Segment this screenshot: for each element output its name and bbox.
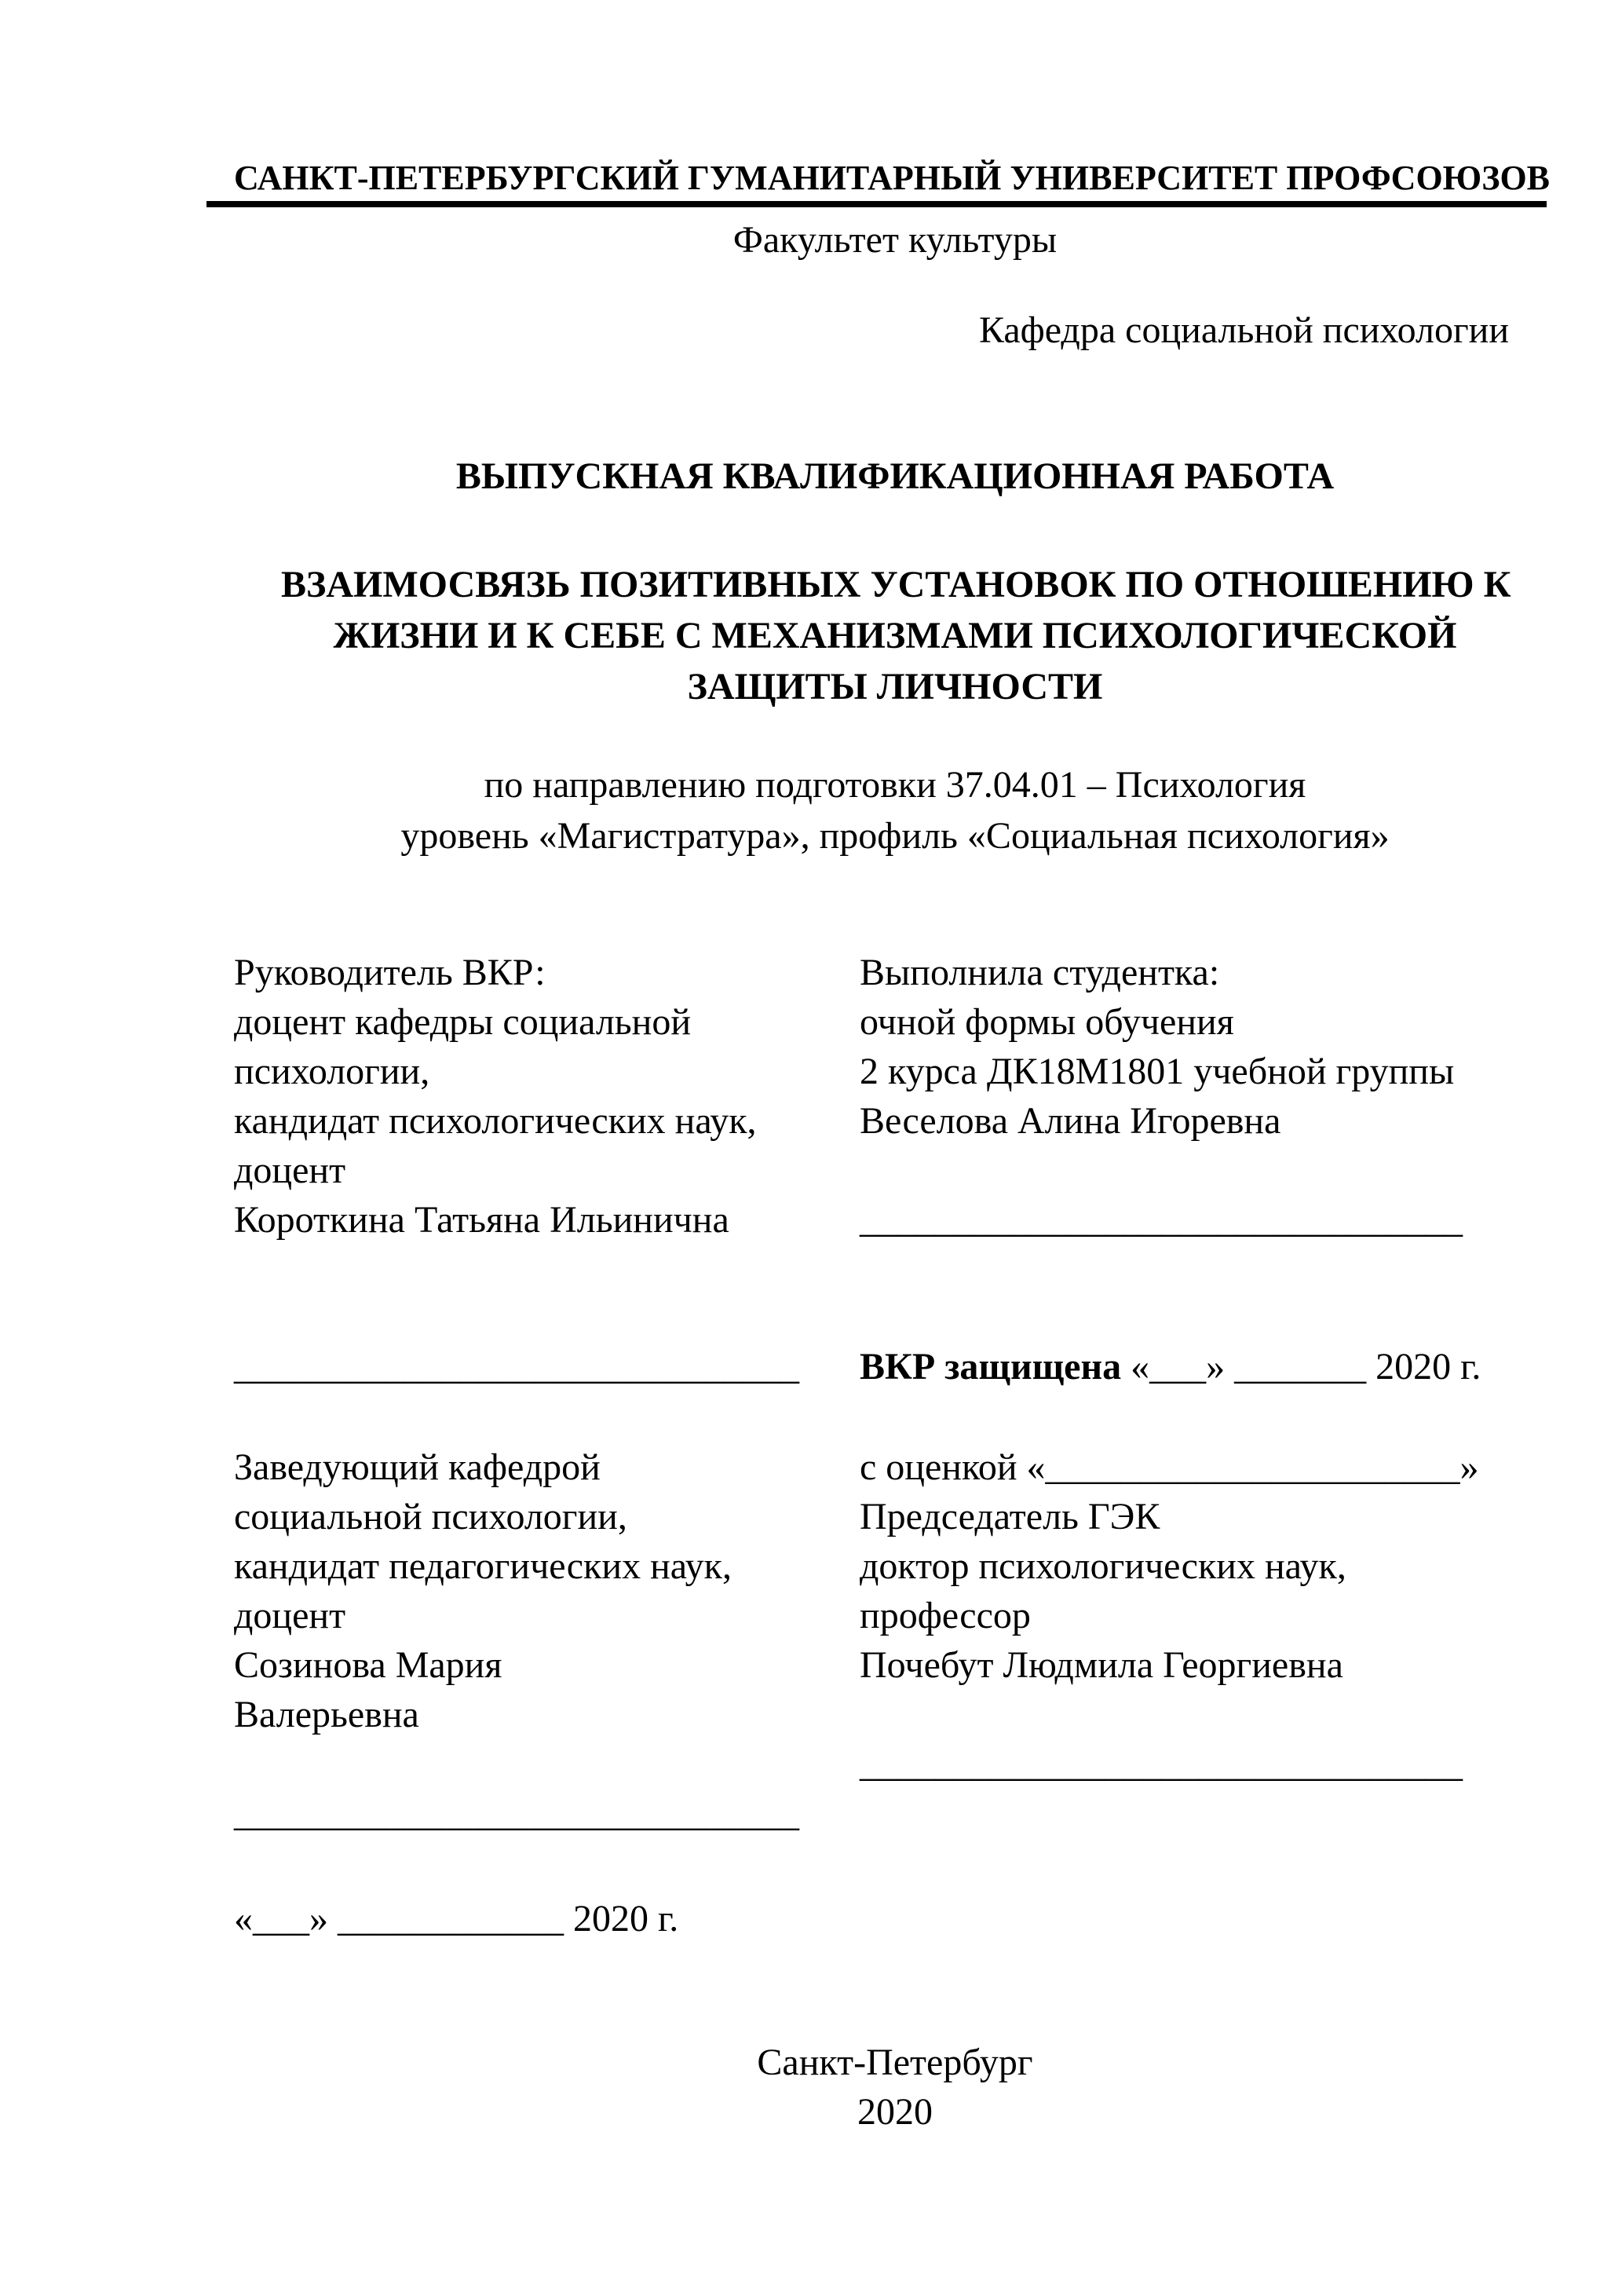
two-col-row [234, 997, 1509, 1047]
two-col-row [234, 1195, 1509, 1245]
program-info [234, 759, 1509, 861]
chair-signature-line: ________________________________ [860, 1743, 1463, 1785]
supervisor-position: доцент кафедры социальной [234, 1001, 692, 1043]
dept-head-department: социальной психологии, [234, 1496, 627, 1537]
chair-rank: профессор [860, 1595, 1031, 1636]
empty-cell [860, 1690, 1509, 1739]
page-footer [234, 2038, 1509, 2137]
signature-block-bottom [234, 1442, 1509, 1838]
two-col-row [234, 1541, 1509, 1591]
thesis-title-line: ЖИЗНИ И К СЕБЕ С МЕХАНИЗМАМИ ПСИХОЛОГИЧЕСКОЙ [333, 615, 1457, 656]
city: Санкт-Петербург [757, 2042, 1033, 2083]
supervisor-degree: кандидат психологических наук, [234, 1100, 757, 1142]
student-heading: Выполнила студентка: [860, 952, 1220, 993]
university-name: САНКТ-ПЕТЕРБУРГСКИЙ ГУМАНИТАРНЫЙ УНИВЕРСИТЕТ ПРОФСОЮЗОВ [234, 159, 1551, 197]
two-col-row [234, 1591, 1509, 1640]
two-col-row [234, 1442, 1509, 1492]
department-name: Кафедра социальной психологии [978, 309, 1509, 351]
student-signature-line: ________________________________ [860, 1199, 1463, 1241]
dept-head-rank: доцент [234, 1595, 346, 1636]
student-name: Веселова Алина Игоревна [860, 1100, 1281, 1142]
date-blank-line: «___» ____________ 2020 г. [234, 1898, 679, 1940]
thesis-title [234, 559, 1509, 712]
empty-cell [860, 1789, 1509, 1838]
supervisor-heading: Руководитель ВКР: [234, 952, 546, 993]
year: 2020 [857, 2091, 933, 2133]
grade-blank: с оценкой «______________________» [860, 1446, 1479, 1488]
dept-head-degree: кандидат педагогических наук, [234, 1545, 732, 1587]
faculty-name: Факультет культуры [732, 219, 1058, 261]
defense-date-blank: «___» _______ 2020 г. [1121, 1346, 1481, 1387]
two-col-row [234, 1492, 1509, 1541]
work-type-heading: ВЫПУСКНАЯ КВАЛИФИКАЦИОННАЯ РАБОТА [455, 455, 1335, 497]
supervisor-name: Короткина Татьяна Ильинична [234, 1199, 729, 1241]
two-col-row [234, 1640, 1509, 1690]
dept-head-heading: Заведующий кафедрой [234, 1446, 601, 1488]
supervisor-position: психологии, [234, 1051, 430, 1092]
defense-label: ВКР защищена [860, 1346, 1122, 1387]
two-col-row [234, 1789, 1509, 1838]
two-col-row [234, 1739, 1509, 1789]
empty-cell [860, 1146, 1509, 1195]
thesis-title-line: ЗАЩИТЫ ЛИЧНОСТИ [687, 666, 1103, 707]
supervisor-rank: доцент [234, 1150, 346, 1191]
dept-head-signature-line: ______________________________ [234, 1793, 799, 1834]
signature-block-top [234, 948, 1509, 1245]
student-group: 2 курса ДК18М1801 учебной группы [860, 1051, 1455, 1092]
supervisor-signature-line: ______________________________ [234, 1346, 799, 1387]
chair-degree: доктор психологических наук, [860, 1545, 1346, 1587]
two-col-row [234, 1690, 1509, 1739]
chair-name: Почебут Людмила Георгиевна [860, 1644, 1343, 1686]
empty-cell [234, 1739, 860, 1789]
defense-row [234, 1342, 1509, 1391]
two-col-row [234, 1047, 1509, 1096]
thesis-title-line: ВЗАИМОСВЯЗЬ ПОЗИТИВНЫХ УСТАНОВОК ПО ОТНОШЕНИЮ К [281, 564, 1511, 605]
program-level-profile: уровень «Магистратура», профиль «Социальная психология» [400, 815, 1390, 857]
student-study-form: очной формы обучения [860, 1001, 1234, 1043]
dept-head-name: Созинова Мария [234, 1644, 502, 1686]
program-direction: по направлению подготовки 37.04.01 – Психология [484, 764, 1306, 806]
two-col-row [234, 1146, 1509, 1195]
dept-head-name: Валерьевна [234, 1694, 419, 1735]
defense-status [860, 1342, 1509, 1391]
two-col-row [234, 948, 1509, 997]
two-col-row [234, 1096, 1509, 1146]
committee-chair-heading: Председатель ГЭК [860, 1496, 1160, 1537]
